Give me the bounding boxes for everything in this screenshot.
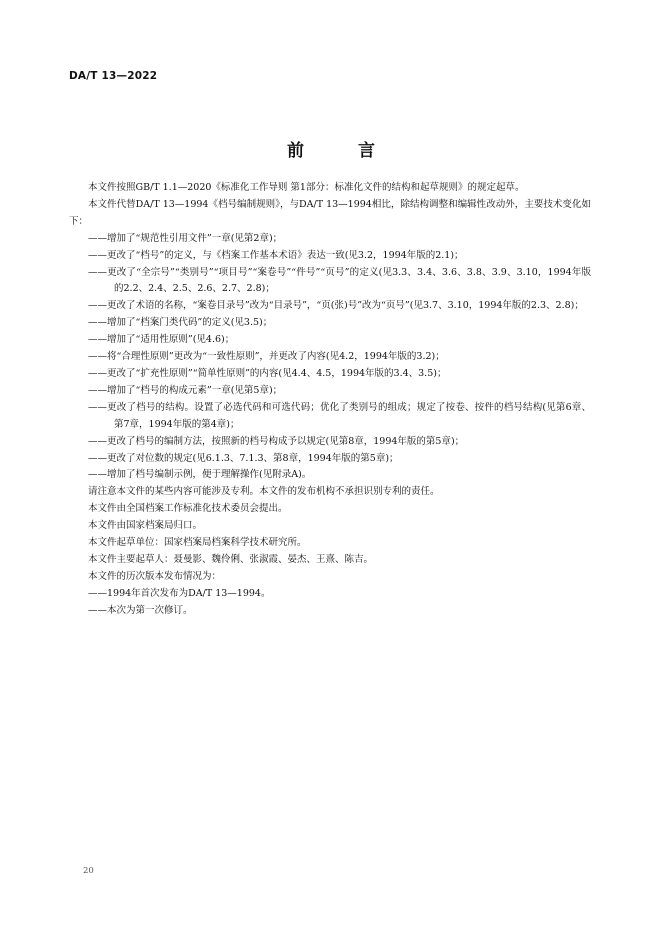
change-item: ——增加了“适用性原则”(见4.6)； xyxy=(88,334,235,346)
intro-paragraph: 本文件代替DA/T 13—1994《档号编制规则》，与DA/T 13—1994相比，除结构调整和编辑性改动外，主要技术变化如下： xyxy=(69,198,591,227)
page-number: 20 xyxy=(83,866,94,876)
history-item: ——1994年首次发布为DA/T 13—1994。 xyxy=(88,587,271,599)
history-item: ——本次为第一次修订。 xyxy=(88,604,193,616)
change-item: ——更改了术语的名称，“案卷目录号”改为“目录号”，“页(张)号”改为“页号”(见3.7、3.10，1994年版的2.3、2.8)； xyxy=(88,300,584,312)
foreword-body xyxy=(69,180,591,620)
drafting-unit: 本文件起草单位：国家档案局档案科学技术研究所。 xyxy=(88,537,307,549)
document-code: DA/T 13—2022 xyxy=(69,70,158,82)
change-item: ——更改了对位数的规定(见6.1.3、7.1.3、第8章，1994年版的第5章)； xyxy=(88,452,399,464)
change-item: ——增加了档号编制示例，便于理解操作(见附录A)。 xyxy=(88,469,312,481)
change-item: ——增加了“档号的构成元素”一章(见第5章)； xyxy=(88,384,283,396)
drafters: 本文件主要起草人：聂曼影、魏伶俐、张淑霞、晏杰、王熹、陈吉。 xyxy=(88,553,374,565)
page-title: 前 言 xyxy=(287,141,399,161)
change-item: ——更改了档号的编制方法，按照新的档号构成予以规定(见第8章，1994年版的第5章)； xyxy=(88,435,465,447)
patent-notice: 请注意本文件的某些内容可能涉及专利。本文件的发布机构不承担识别专利的责任。 xyxy=(88,486,440,498)
change-item: ——更改了“扩充性原则”“简单性原则”的内容(见4.4、4.5，1994年版的3.4、3.5)； xyxy=(88,367,447,379)
change-item: ——增加了“规范性引用文件”一章(见第2章)； xyxy=(88,232,283,244)
proposer-statement: 本文件由全国档案工作标准化技术委员会提出。 xyxy=(88,503,288,515)
history-heading: 本文件的历次版本发布情况为： xyxy=(88,570,222,582)
change-item: ——更改了档号的结构。设置了必选代码和可选代码；优化了类别号的组成；规定了按卷、按件的档号结构(见第6章、第7章，1994年版的第4章)； xyxy=(88,401,591,430)
change-item: ——更改了“全宗号”“类别号”“项目号”“案卷号”“件号”“页号”的定义(见3.3、3.4、3.6、3.8、3.9、3.10，1994年版的2.2、2.4、2.5、2.6、2.7、2.8)； xyxy=(88,266,591,295)
intro-paragraph: 本文件按照GB/T 1.1—2020《标准化工作导则 第1部分：标准化文件的结构和起草规则》的规定起草。 xyxy=(88,182,525,193)
administrator-statement: 本文件由国家档案局归口。 xyxy=(88,520,203,532)
change-item: ——增加了“档案门类代码”的定义(见3.5)； xyxy=(88,317,273,329)
change-item: ——将“合理性原则”更改为“一致性原则”，并更改了内容(见4.2，1994年版的3.2)； xyxy=(88,351,445,363)
change-item: ——更改了“档号”的定义，与《档案工作基本术语》表达一致(见3.2，1994年版的2.1)； xyxy=(88,249,464,261)
